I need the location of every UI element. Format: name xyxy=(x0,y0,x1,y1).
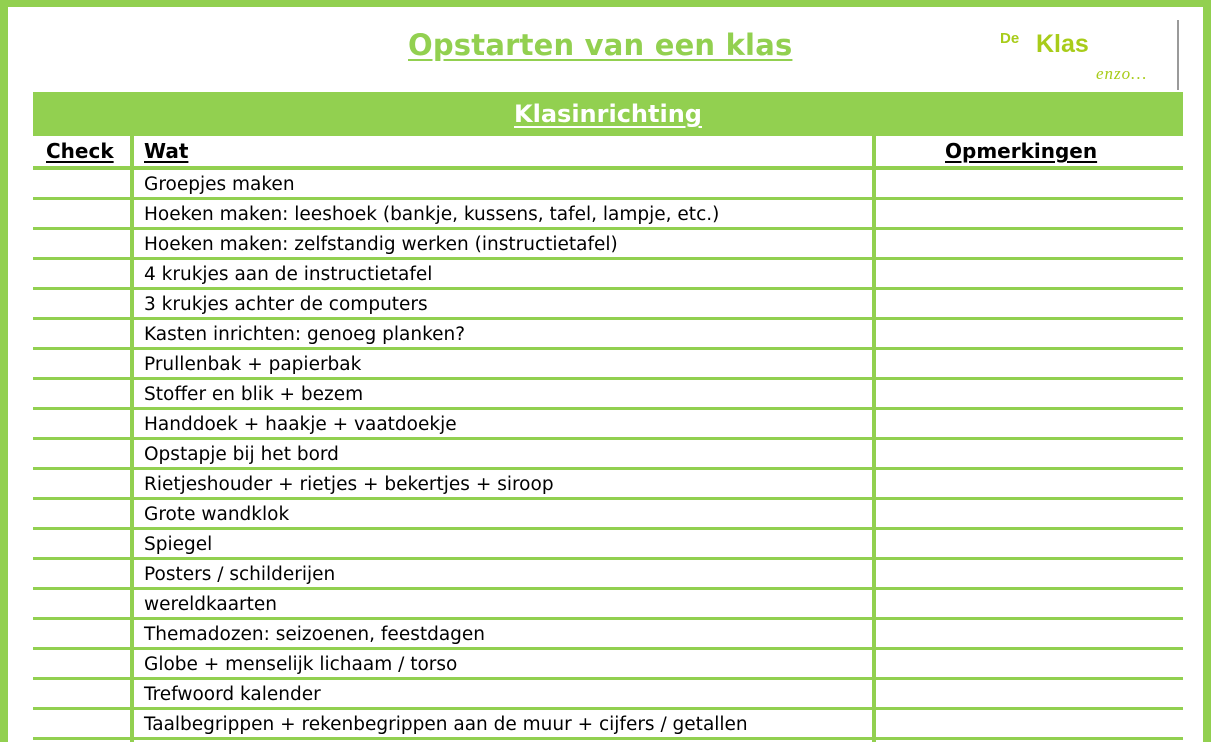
check-cell[interactable] xyxy=(33,440,130,467)
remarks-cell[interactable] xyxy=(878,290,1183,317)
row-item-text: Hoeken maken: leeshoek (bankje, kussens, tafel, lampje, etc.) xyxy=(144,204,720,225)
table-row xyxy=(33,680,1183,710)
row-item-text: Taalbegrippen + rekenbegrippen aan de muur + cijfers / getallen xyxy=(144,714,748,735)
row-item-text: Prullenbak + papierbak xyxy=(144,354,362,375)
check-cell[interactable] xyxy=(33,590,130,617)
row-item-text: Hoeken maken: zelfstandig werken (instructietafel) xyxy=(144,234,618,255)
remarks-cell[interactable] xyxy=(878,200,1183,227)
check-cell[interactable] xyxy=(33,500,130,527)
remarks-cell[interactable] xyxy=(878,350,1183,377)
table-row xyxy=(33,380,1183,410)
check-cell[interactable] xyxy=(33,260,130,287)
table-row xyxy=(33,350,1183,380)
logo-de: De xyxy=(1000,30,1020,47)
logo-enzo: enzo… xyxy=(1096,64,1148,83)
check-cell[interactable] xyxy=(33,350,130,377)
remarks-cell[interactable] xyxy=(878,380,1183,407)
check-cell[interactable] xyxy=(33,470,130,497)
remarks-cell[interactable] xyxy=(878,320,1183,347)
table-row xyxy=(33,410,1183,440)
check-cell[interactable] xyxy=(33,230,130,257)
row-divider xyxy=(33,737,1183,740)
row-item-text: Spiegel xyxy=(144,534,213,555)
check-cell[interactable] xyxy=(33,710,130,737)
section-header xyxy=(33,92,1183,136)
check-cell[interactable] xyxy=(33,560,130,587)
page-title: Opstarten van een klas xyxy=(408,28,793,62)
row-item-text: 4 krukjes aan de instructietafel xyxy=(144,264,433,285)
check-cell[interactable] xyxy=(33,680,130,707)
table-row xyxy=(33,560,1183,590)
row-item-text: Stoffer en blik + bezem xyxy=(144,384,364,405)
check-cell[interactable] xyxy=(33,170,130,197)
logo xyxy=(1000,26,1180,90)
remarks-cell[interactable] xyxy=(878,560,1183,587)
row-item-text: Handdoek + haakje + vaatdoekje xyxy=(144,414,457,435)
table-row xyxy=(33,590,1183,620)
remarks-cell[interactable] xyxy=(878,440,1183,467)
remarks-cell[interactable] xyxy=(878,470,1183,497)
table-row xyxy=(33,650,1183,680)
remarks-cell[interactable] xyxy=(878,650,1183,677)
table-row xyxy=(33,620,1183,650)
remarks-cell[interactable] xyxy=(878,230,1183,257)
row-item-text: Themadozen: seizoenen, feestdagen xyxy=(144,624,486,645)
table-row xyxy=(33,500,1183,530)
table-row xyxy=(33,530,1183,560)
check-cell[interactable] xyxy=(33,410,130,437)
logo-divider xyxy=(1177,20,1179,90)
table-row xyxy=(33,260,1183,290)
table-row xyxy=(33,470,1183,500)
check-cell[interactable] xyxy=(33,650,130,677)
remarks-cell[interactable] xyxy=(878,680,1183,707)
section-title: Klasinrichting xyxy=(514,100,702,128)
remarks-cell[interactable] xyxy=(878,620,1183,647)
row-item-text: Opstapje bij het bord xyxy=(144,444,339,465)
check-cell[interactable] xyxy=(33,530,130,557)
column-divider-check xyxy=(130,136,134,742)
column-header-wat: Wat xyxy=(144,139,189,163)
check-cell[interactable] xyxy=(33,290,130,317)
remarks-cell[interactable] xyxy=(878,170,1183,197)
remarks-cell[interactable] xyxy=(878,530,1183,557)
column-header-opmerkingen: Opmerkingen xyxy=(945,139,1098,163)
table-row xyxy=(33,170,1183,200)
check-cell[interactable] xyxy=(33,380,130,407)
remarks-cell[interactable] xyxy=(878,590,1183,617)
table-row xyxy=(33,320,1183,350)
check-cell[interactable] xyxy=(33,200,130,227)
row-item-text: Rietjeshouder + rietjes + bekertjes + siroop xyxy=(144,474,554,495)
row-item-text: Kasten inrichten: genoeg planken? xyxy=(144,324,466,345)
row-item-text: Grote wandklok xyxy=(144,504,290,525)
table-row xyxy=(33,710,1183,740)
remarks-cell[interactable] xyxy=(878,260,1183,287)
table-row xyxy=(33,230,1183,260)
logo-klas: Klas xyxy=(1036,30,1089,58)
column-header-check: Check xyxy=(46,139,114,163)
check-cell[interactable] xyxy=(33,320,130,347)
table-header xyxy=(33,136,1183,166)
remarks-cell[interactable] xyxy=(878,410,1183,437)
check-cell[interactable] xyxy=(33,620,130,647)
row-item-text: 3 krukjes achter de computers xyxy=(144,294,428,315)
column-divider-wat xyxy=(872,136,876,742)
row-item-text: Trefwoord kalender xyxy=(144,684,321,705)
checklist-table xyxy=(33,170,1183,740)
table-row xyxy=(33,440,1183,470)
row-item-text: wereldkaarten xyxy=(144,594,278,615)
row-item-text: Groepjes maken xyxy=(144,174,295,195)
remarks-cell[interactable] xyxy=(878,710,1183,737)
table-row xyxy=(33,200,1183,230)
remarks-cell[interactable] xyxy=(878,500,1183,527)
row-item-text: Posters / schilderijen xyxy=(144,564,336,585)
row-item-text: Globe + menselijk lichaam / torso xyxy=(144,654,458,675)
table-row xyxy=(33,290,1183,320)
